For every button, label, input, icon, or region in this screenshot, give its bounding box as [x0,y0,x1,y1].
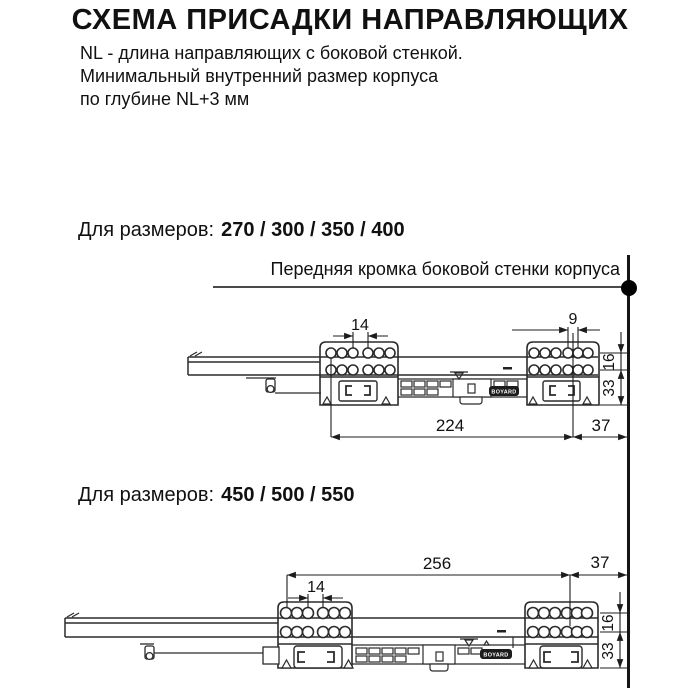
brand-label [489,386,519,396]
dim-label-14: 14 [307,579,325,596]
dim-label-37: 37 [590,553,610,572]
mechanism-latch [423,645,455,671]
dim-label-37: 37 [591,416,611,435]
mechanism-cells [356,648,482,662]
cabinet-front-edge-dot [621,280,637,296]
svg-text:BOYARD: BOYARD [491,389,517,396]
drawing-slide-270-400 [0,300,660,460]
dim-label-9: 9 [568,311,578,328]
section-prefix: Для размеров: [78,219,215,241]
slide-mechanism [398,367,527,404]
section-heading-270-400 [78,219,405,242]
rear-hook [246,378,321,393]
rail-end-marks [190,352,202,356]
page-title: СХЕМА ПРИСАДКИ НАПРАВЛЯЮЩИХ [71,4,629,36]
rail-notch-mark [497,630,506,633]
dim-label-33: 33 [601,379,618,397]
svg-text:BOYARD: BOYARD [483,652,509,659]
dim-label-16: 16 [601,353,618,371]
dim-label-224: 224 [435,416,465,435]
rear-hook [140,644,279,664]
rail-notch-mark [503,367,512,370]
dim-label-14: 14 [351,317,369,334]
intro-text [80,42,463,111]
section-prefix: Для размеров: [78,484,215,506]
rail-end-marks [67,613,79,617]
front-edge-label: Передняя кромка боковой стенки корпуса [270,259,620,279]
dim-label-16: 16 [600,614,617,632]
intro-line-1: NL - длина направляющих с боковой стенкой. [80,43,463,63]
intro-line-2: Минимальный внутренний размер корпуса [80,66,439,86]
section-sizes: 450 / 500 / 550 [221,484,355,506]
brand-label [480,649,512,659]
dim-label-256: 256 [422,554,452,573]
dim-label-33: 33 [600,642,617,660]
drawing-slide-450-550 [0,540,660,700]
front-edge-underline [213,286,632,288]
section-heading-450-550 [78,484,355,507]
intro-line-3: по глубине NL+3 мм [80,89,250,109]
section-sizes: 270 / 300 / 350 / 400 [221,219,405,241]
mechanism-clip [460,637,513,648]
mechanism-latch [453,379,491,404]
